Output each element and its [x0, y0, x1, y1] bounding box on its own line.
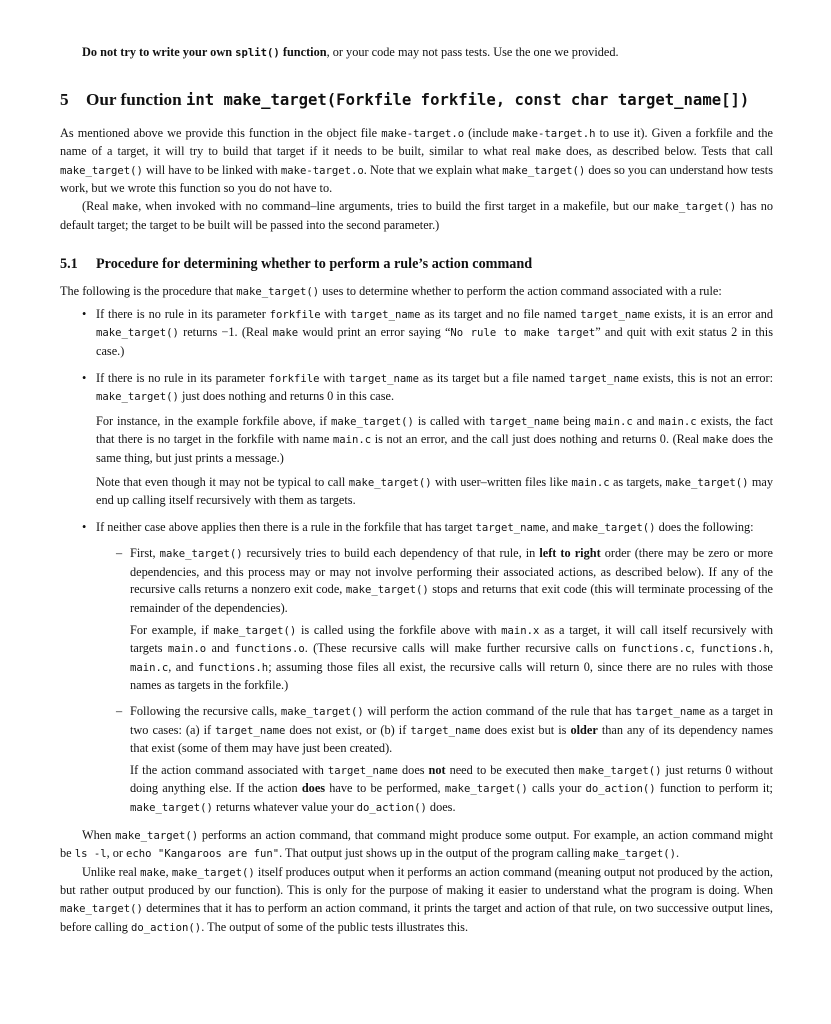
- procedure-list: [60, 306, 773, 818]
- list-item: • If there is no rule in its parameter forkfile with target_name as its target and no file named target_name exists, it is an error and make_target() returns −1. (Real make would print an error saying “No rule to make target” and quit with exit status 2 in this case.): [82, 306, 773, 361]
- section-5-heading: [60, 89, 773, 111]
- paragraph-action-output: When make_target() performs an action command, that command might produce some output. For example, an action command might be ls -l, or echo "Kangaroos are fun". That output just shows up in the output of the program calling make_target().: [60, 827, 773, 861]
- sub-procedure-list: [96, 545, 773, 817]
- paragraph-function-output: Unlike real make, make_target() itself produces output when it performs an action command (meaning output not produced by the action, but rather output produced by our function). This is only for the purpose of making it easier to understand what the program is doing. When make_target() determines that it has to perform an action command, it prints the target and action of that rule, on two successive output lines, before calling do_action(). The output of some of the public tests illustrates this.: [60, 864, 773, 934]
- warning-rest: , or your code may not pass tests. Use the one we provided.: [326, 45, 619, 59]
- warning-line: [60, 44, 773, 63]
- warning-bold-2: function: [279, 45, 327, 59]
- code-split: split(): [235, 47, 280, 59]
- section-number: 5: [60, 89, 69, 109]
- paragraph-procedure-intro: The following is the procedure that make_target() uses to determine whether to perform the action command associated with a rule:: [60, 284, 722, 299]
- subsection-title: Procedure for determining whether to perform a rule’s action command: [96, 256, 533, 273]
- warning-bold: Do not try to write your own: [82, 45, 236, 59]
- paragraph-intro: As mentioned above we provide this function in the object file make-target.o (include make-target.h to use it). Given a forkfile and the name of a target, it will try to build that target if it needs to be built, similar to what real make does, as described below. Tests that call make_target() will have to be linked with make-target.o. Note that we explain what make_target() does so you can understand how tests work, but we wrote this function so you do not have to.: [60, 125, 773, 196]
- section-title-code: int make_target(Forkfile forkfile, const char target_name[]): [185, 90, 750, 109]
- list-item: – Following the recursive calls, make_target() will perform the action command of the rule that has target_name as a target in two cases: (a) if target_name does not exist, or (b) if target_name does exist but is older than any of its dependency names that exist (some of them may have just been created). If the action command associated with target_name does not need to be executed then make_target() just returns 0 without doing anything else. If the action does have to be performed, make_target() calls your do_action() function to perform it; make_target() returns whatever value your do_action() does.: [116, 703, 773, 818]
- list-item: – First, make_target() recursively tries to build each dependency of that rule, in left to right order (there may be zero or more dependencies, and this process may or may not involve performing their associated actions, as described below). If any of the recursive calls returns a nonzero exit code, make_target() stops and returns that exit code (this will terminate processing of the remainder of the dependencies). For example, if make_target() is called using the forkfile above with main.x as a target, it will call itself recursively with targets main.o and functions.o. (These recursive calls will make further recursive calls on functions.c, functions.h, main.c, and functions.h; assuming those files all exist, the recursive calls will return 0, since there are no rules with those names as targets in the forkfile.): [116, 545, 773, 695]
- list-item: • If there is no rule in its parameter forkfile with target_name as its target but a file named target_name exists, this is not an error: make_target() just does nothing and returns 0 in this case. For instance, in the example forkfile above, if make_target() is called with target_name being main.c and main.c exists, the fact that there is no target in the forkfile with name main.c is not an error, and the call just does nothing and returns 0. (Real make does the same thing, but just prints a message.) Note that even though it may not be typical to call make_target() with user–written files like main.c as targets, make_target() may end up calling itself recursively with them as targets.: [82, 370, 773, 510]
- paragraph-real-make: (Real make, when invoked with no command–line arguments, tries to build the first target in a makefile, but our make_target() has no default target; the target to be built will be passed into the second parameter.): [60, 198, 773, 232]
- section-title-text: Our function: [86, 89, 186, 109]
- subsection-5-1-heading: [60, 255, 773, 274]
- subsection-number: 5.1: [60, 256, 78, 273]
- list-item: • If neither case above applies then there is a rule in the forkfile that has target target_name, and make_target() does the following: – First, make_target() recursively tries to build each dependency of that rule, in left to right order (there may be zero or more dependencies, and this process may or may not involve performing their associated actions, as described below). If any of the recursive calls returns a nonzero exit code, make_target() stops and returns that exit code (this will terminate processing of the remainder of the dependencies). For example, if make_target() is called using the forkfile above with main.x as a target, it will call itself recursively with targets main.o and functions.o. (These recursive calls will make further recursive calls on functions.c, functions.h, main.c, and functions.h; assuming those files all exist, the recursive calls will return 0, since there are no rules with those names as targets in the forkfile.) – Following the recursive calls, make_target() will perform the action command of the rule that has target_name as a target in two cases: (a) if target_name does not exist, or (b) if target_name does exist but is older than any of its dependency names that exist (some of them may have just been created). If the action command associated with target_name does not need to be executed then make_target() just returns 0 without doing anything else. If the action does have to be performed, make_target() calls your do_action() function to perform it; make_target() returns whatever value your do_action() does.: [82, 519, 773, 818]
